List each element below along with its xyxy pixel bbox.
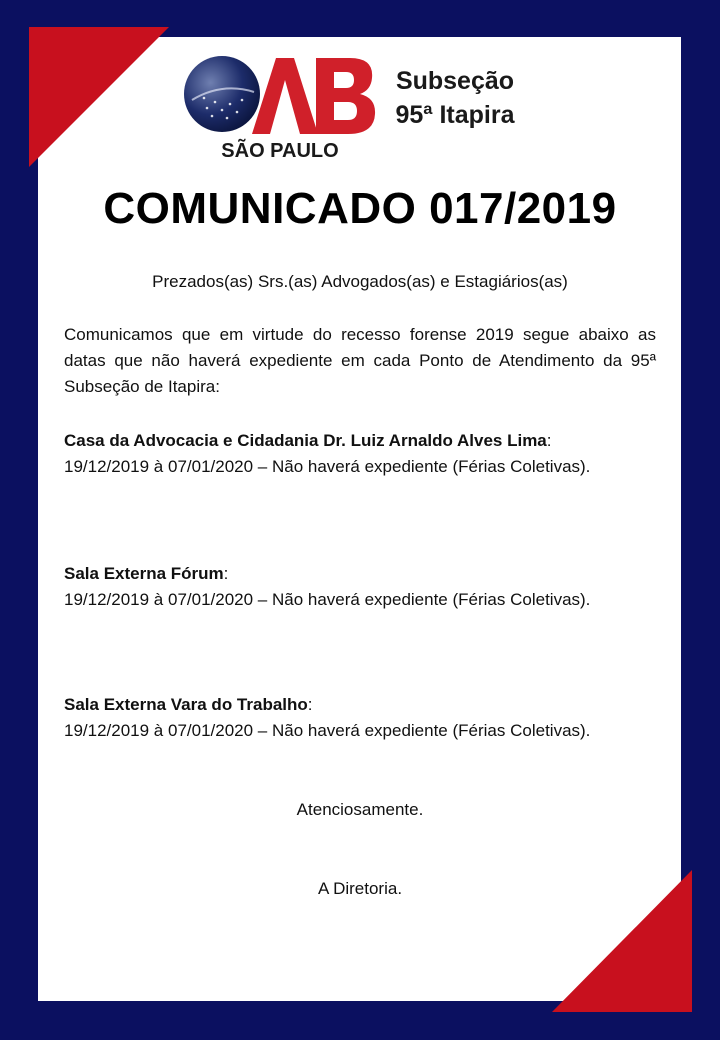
location-block: Sala Externa Fórum: 19/12/2019 à 07/01/2020 – Não haverá expediente (Férias Coletivas). <box>64 564 591 609</box>
page-title: COMUNICADO 017/2019 <box>103 184 617 233</box>
subsecao-line1: Subseção <box>395 67 515 95</box>
closing: Atenciosamente. <box>296 800 424 819</box>
intro-paragraph: Comunicamos que em virtude do recesso forense 2019 segue abaixo as datas que não haverá expediente em cada Ponto de Atendimento da 95ª Subseção de Itapira: <box>64 325 656 396</box>
subsecao-line2: 95ª Itapira <box>395 101 515 129</box>
location-text: 19/12/2019 à 07/01/2020 – Não haverá expediente (Férias Coletivas). <box>64 457 591 476</box>
location-name: Casa da Advocacia e Cidadania Dr. Luiz Arnaldo Alves Lima <box>64 431 547 450</box>
location-name: Sala Externa Fórum <box>64 564 224 583</box>
signature: A Diretoria. <box>317 879 403 898</box>
corner-triangle-top-left <box>29 27 171 169</box>
location-block: Sala Externa Vara do Trabalho: 19/12/2019 à 07/01/2020 – Não haverá expediente (Férias Coletivas). <box>64 695 591 740</box>
subsecao-label <box>380 64 530 132</box>
location-block: Casa da Advocacia e Cidadania Dr. Luiz Arnaldo Alves Lima: 19/12/2019 à 07/01/2020 – Não haverá expediente (Férias Coletivas). <box>64 431 591 476</box>
location-text: 19/12/2019 à 07/01/2020 – Não haverá expediente (Férias Coletivas). <box>64 590 591 609</box>
oab-seal-icon <box>184 56 260 132</box>
greeting: Prezados(as) Srs.(as) Advogados(as) e Estagiários(as) <box>152 272 568 291</box>
oab-logo <box>182 52 382 142</box>
state-label: SÃO PAULO <box>221 140 339 162</box>
location-text: 19/12/2019 à 07/01/2020 – Não haverá expediente (Férias Coletivas). <box>64 721 591 740</box>
location-name: Sala Externa Vara do Trabalho <box>64 695 308 714</box>
notice-page <box>38 37 681 1001</box>
